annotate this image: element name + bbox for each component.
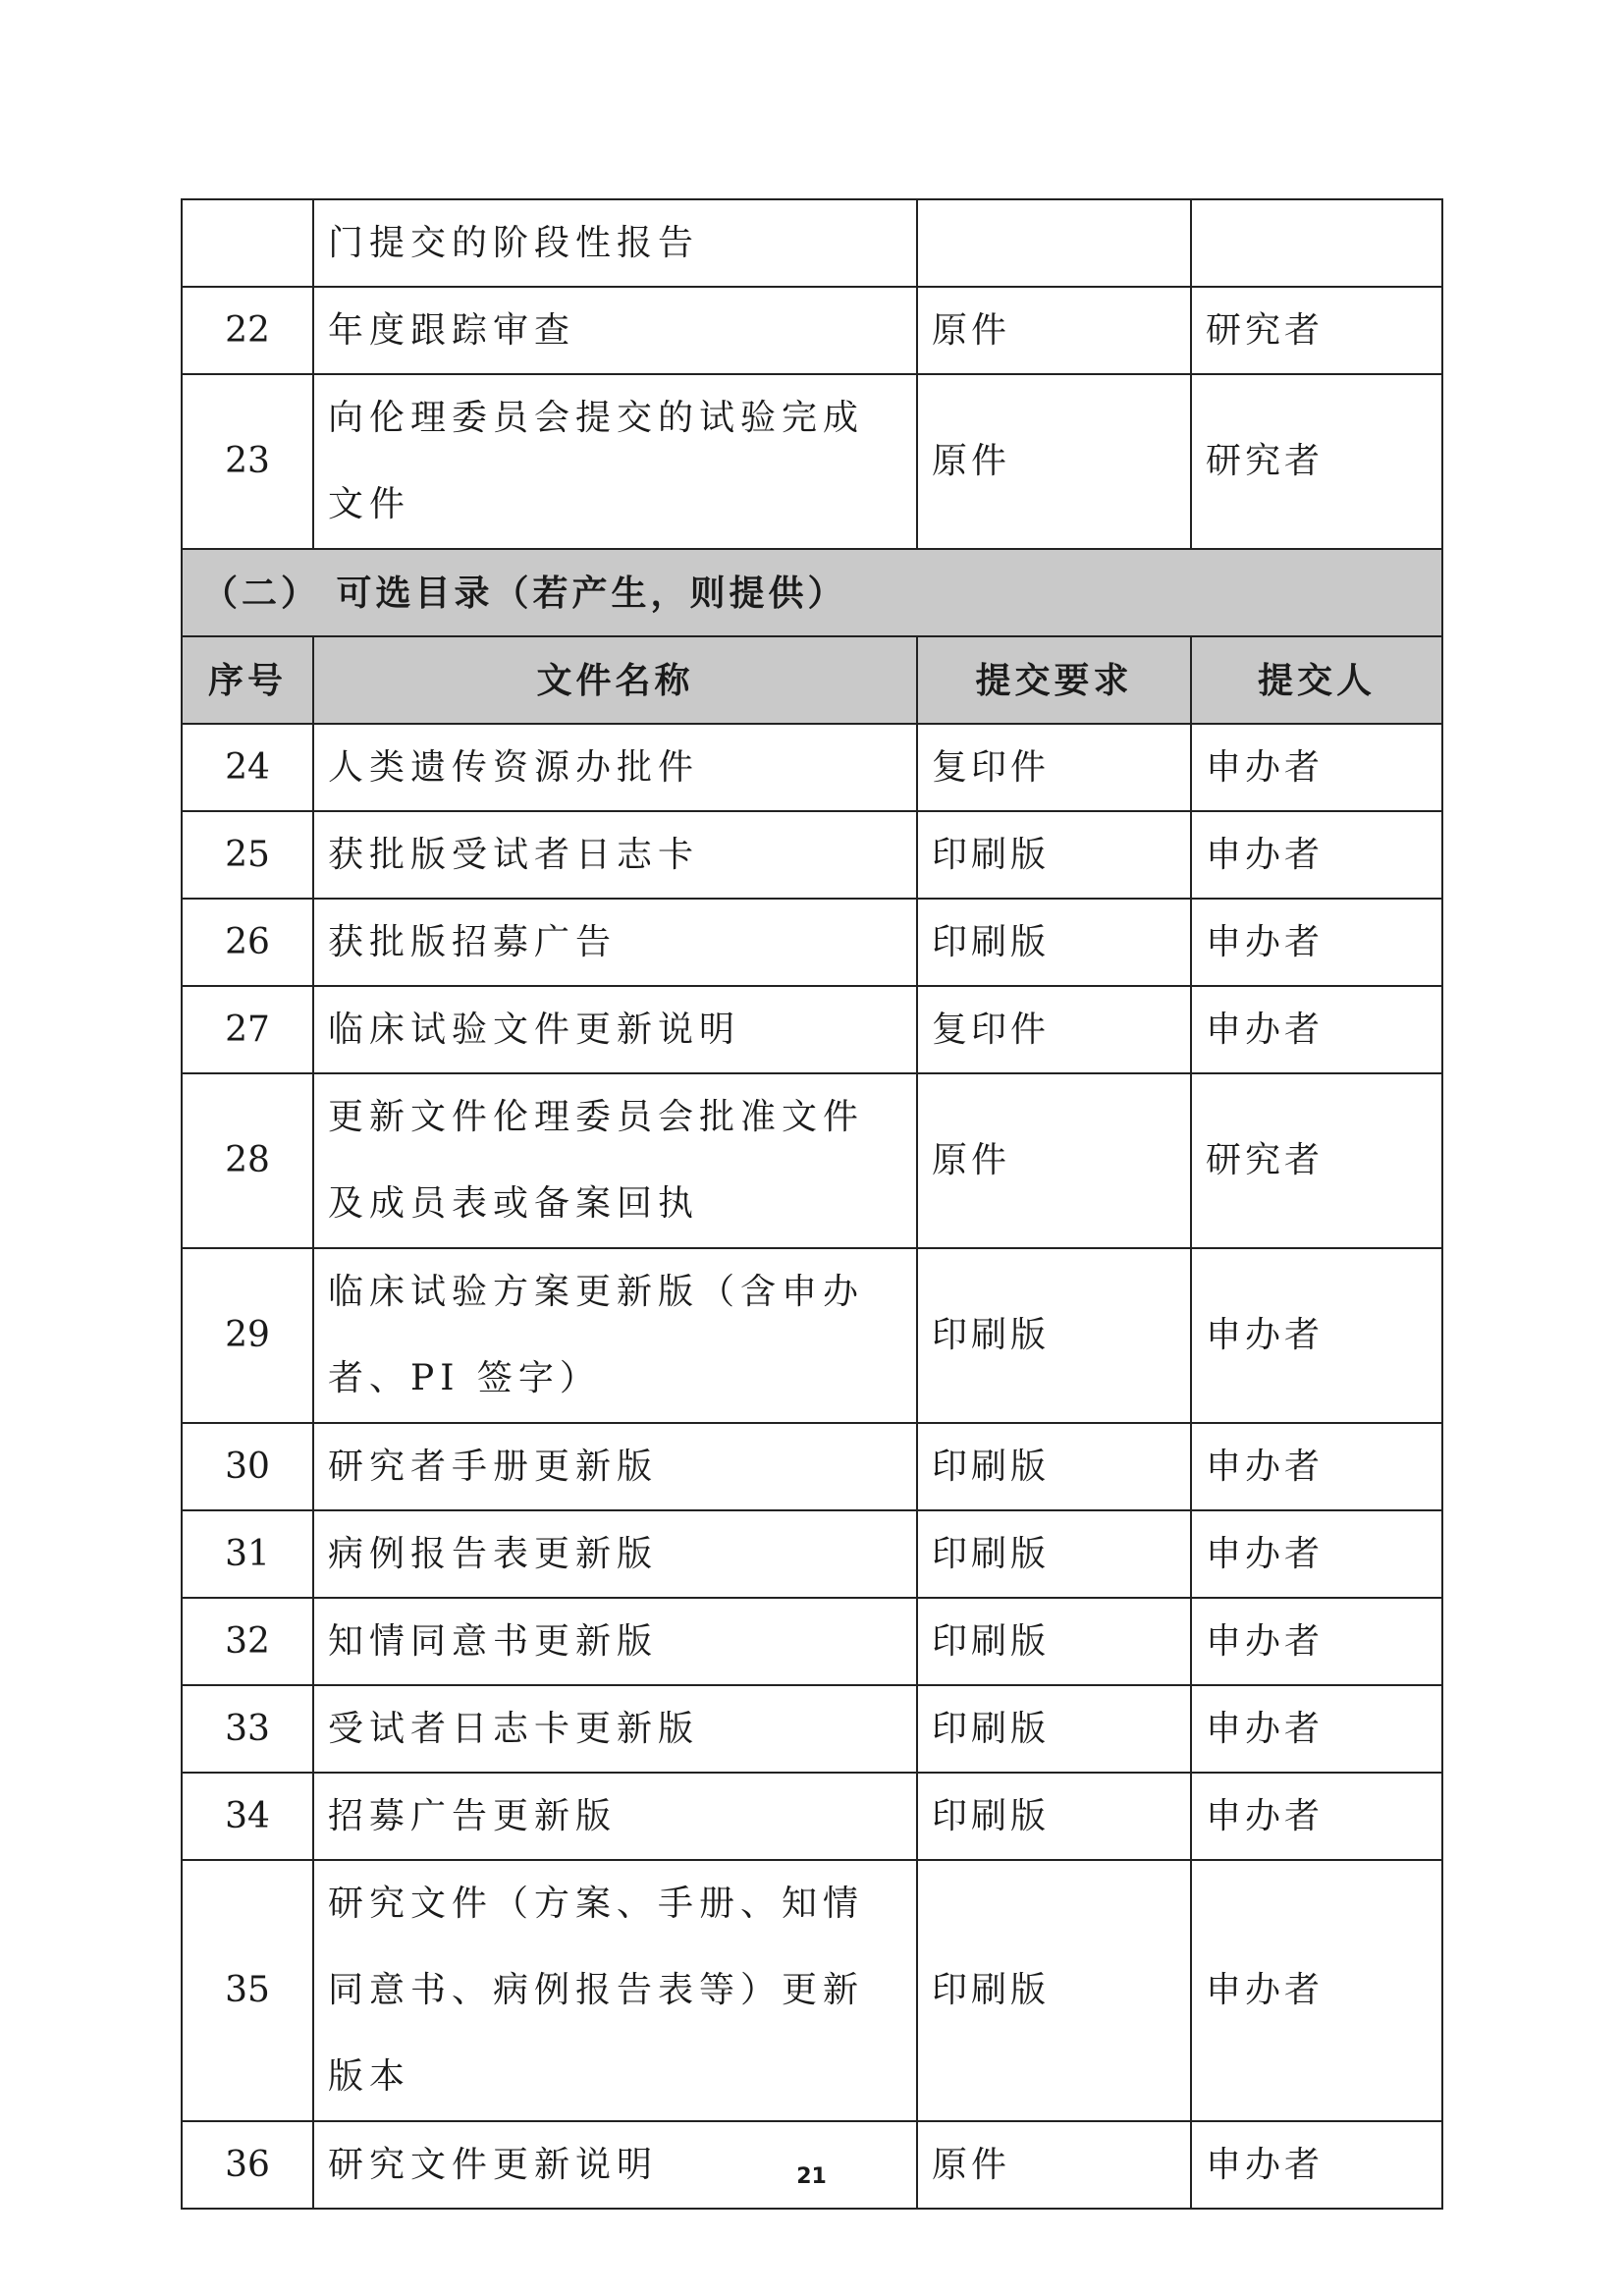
header-file-name: 文件名称 — [313, 636, 917, 724]
table-row — [182, 1248, 1442, 1423]
submission-requirement: 印刷版 — [917, 1510, 1191, 1598]
file-name: 年度跟踪审查 — [313, 287, 917, 374]
submission-requirement: 印刷版 — [917, 1860, 1191, 2121]
row-number: 25 — [182, 811, 313, 899]
table-row — [182, 374, 1442, 549]
row-number: 34 — [182, 1773, 313, 1860]
table-row — [182, 287, 1442, 374]
submission-requirement — [917, 199, 1191, 287]
table-row — [182, 1773, 1442, 1860]
row-number: 27 — [182, 986, 313, 1073]
file-name: 受试者日志卡更新版 — [313, 1685, 917, 1773]
submitter: 申办者 — [1191, 986, 1442, 1073]
file-name: 人类遗传资源办批件 — [313, 724, 917, 811]
file-name: 更新文件伦理委员会批准文件及成员表或备案回执 — [313, 1073, 917, 1248]
submission-requirement: 印刷版 — [917, 899, 1191, 986]
submitter: 申办者 — [1191, 811, 1442, 899]
table-row — [182, 986, 1442, 1073]
table-row — [182, 1510, 1442, 1598]
file-name: 临床试验文件更新说明 — [313, 986, 917, 1073]
table-row — [182, 1073, 1442, 1248]
row-number: 29 — [182, 1248, 313, 1423]
table-row — [182, 1598, 1442, 1685]
header-requirement: 提交要求 — [917, 636, 1191, 724]
submitter: 研究者 — [1191, 1073, 1442, 1248]
submitter: 申办者 — [1191, 2121, 1442, 2209]
table-row — [182, 811, 1442, 899]
table-header-row — [182, 636, 1442, 724]
submitter: 申办者 — [1191, 1598, 1442, 1685]
row-number: 33 — [182, 1685, 313, 1773]
file-name: 向伦理委员会提交的试验完成文件 — [313, 374, 917, 549]
submission-requirement: 印刷版 — [917, 1773, 1191, 1860]
submission-requirement: 印刷版 — [917, 1248, 1191, 1423]
file-name: 研究文件更新说明 — [313, 2121, 917, 2209]
row-number: 22 — [182, 287, 313, 374]
section-heading-row — [182, 549, 1442, 636]
submitter: 申办者 — [1191, 1423, 1442, 1510]
table-row — [182, 1860, 1442, 2121]
row-number: 35 — [182, 1860, 313, 2121]
file-name: 研究者手册更新版 — [313, 1423, 917, 1510]
row-number: 24 — [182, 724, 313, 811]
file-name: 门提交的阶段性报告 — [313, 199, 917, 287]
submission-requirement: 印刷版 — [917, 1598, 1191, 1685]
row-number: 36 — [182, 2121, 313, 2209]
submitter: 申办者 — [1191, 1248, 1442, 1423]
submitter: 申办者 — [1191, 1860, 1442, 2121]
section-title: （二） 可选目录（若产生，则提供） — [182, 549, 1442, 636]
file-name: 研究文件（方案、手册、知情同意书、病例报告表等）更新版本 — [313, 1860, 917, 2121]
file-name: 临床试验方案更新版（含申办者、PI 签字） — [313, 1248, 917, 1423]
table-row — [182, 724, 1442, 811]
row-number: 23 — [182, 374, 313, 549]
submitter: 申办者 — [1191, 1510, 1442, 1598]
submission-requirement: 原件 — [917, 287, 1191, 374]
submission-requirement: 印刷版 — [917, 1685, 1191, 1773]
submission-requirement: 复印件 — [917, 724, 1191, 811]
row-number: 28 — [182, 1073, 313, 1248]
file-name: 获批版受试者日志卡 — [313, 811, 917, 899]
row-number: 26 — [182, 899, 313, 986]
row-number: 32 — [182, 1598, 313, 1685]
submission-requirement: 印刷版 — [917, 1423, 1191, 1510]
row-number: 31 — [182, 1510, 313, 1598]
table-row — [182, 899, 1442, 986]
document-table — [181, 198, 1443, 2210]
table-row — [182, 1685, 1442, 1773]
file-name: 病例报告表更新版 — [313, 1510, 917, 1598]
submitter: 研究者 — [1191, 287, 1442, 374]
submitter: 申办者 — [1191, 724, 1442, 811]
submission-requirement: 原件 — [917, 2121, 1191, 2209]
table-row — [182, 199, 1442, 287]
submission-requirement: 印刷版 — [917, 811, 1191, 899]
submission-requirement: 原件 — [917, 1073, 1191, 1248]
row-number: 30 — [182, 1423, 313, 1510]
submitter — [1191, 199, 1442, 287]
table-row — [182, 1423, 1442, 1510]
row-number — [182, 199, 313, 287]
submitter: 申办者 — [1191, 1685, 1442, 1773]
header-submitter: 提交人 — [1191, 636, 1442, 724]
file-name: 知情同意书更新版 — [313, 1598, 917, 1685]
submitter: 申办者 — [1191, 899, 1442, 986]
submission-requirement: 复印件 — [917, 986, 1191, 1073]
file-name: 招募广告更新版 — [313, 1773, 917, 1860]
submitter: 申办者 — [1191, 1773, 1442, 1860]
header-number: 序号 — [182, 636, 313, 724]
submission-requirement: 原件 — [917, 374, 1191, 549]
file-name: 获批版招募广告 — [313, 899, 917, 986]
page-number: 21 — [796, 2164, 827, 2189]
submitter: 研究者 — [1191, 374, 1442, 549]
